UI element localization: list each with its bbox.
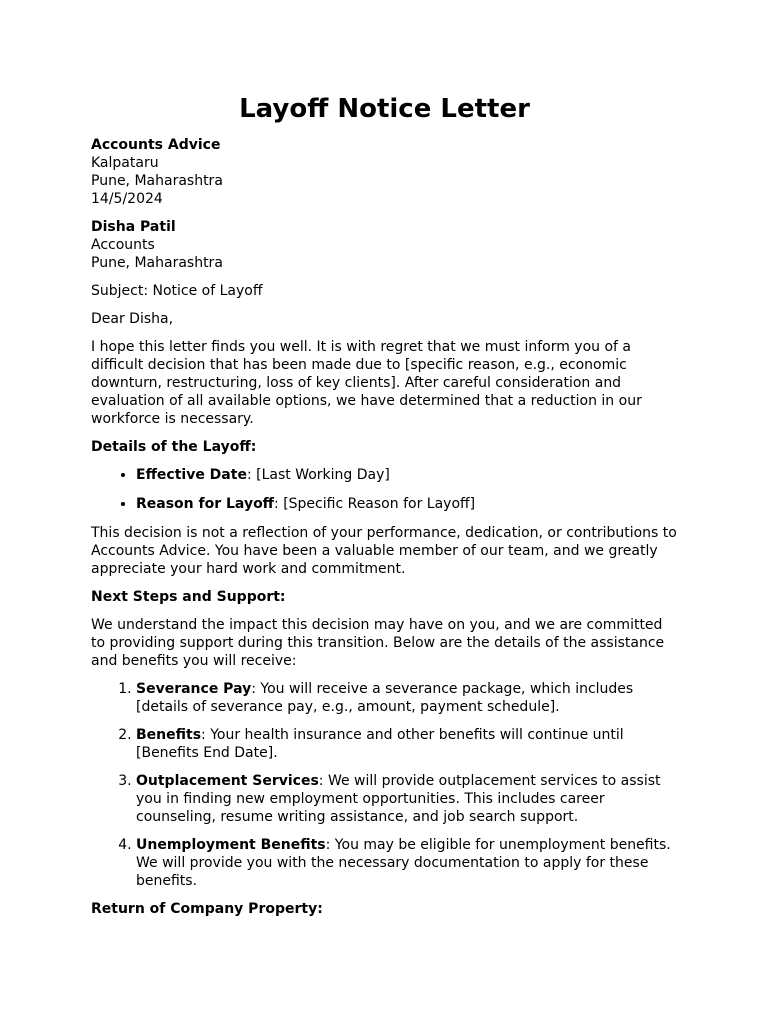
intro-paragraph: I hope this letter finds you well. It is with regret that we must inform you of a difficult decision that has been made due to [specific reason, e.g., economic downturn, restructuring, loss of key clients]. After careful consideration and evaluation of all available options, we have determined that a reduction in our workforce is necessary. (91, 339, 642, 427)
support-heading: Next Steps and Support: (91, 589, 286, 605)
list-item (136, 836, 678, 890)
recipient-city: Pune, Maharashtra (91, 255, 223, 271)
subject-line: Subject: Notice of Layoff (91, 283, 263, 299)
letter-date: 14/5/2024 (91, 191, 163, 207)
detail-label: Reason for Layoff (136, 496, 275, 512)
support-intro: We understand the impact this decision may have on you, and we are committed to providing support during this transition. Below are the details of the assistance and benefits you will receive: (91, 617, 665, 669)
page-title: Layoff Notice Letter (239, 94, 530, 124)
salutation: Dear Disha, (91, 311, 174, 327)
detail-text: : [Last Working Day] (246, 467, 390, 483)
sender-company: Accounts Advice (91, 137, 221, 153)
recipient-department: Accounts (91, 237, 155, 253)
support-list (91, 680, 678, 890)
details-list (91, 466, 678, 513)
details-heading: Details of the Layoff: (91, 439, 257, 455)
support-item-label: Severance Pay (136, 681, 252, 697)
sender-block (91, 136, 678, 208)
support-item-text: : We will provide outplacement services to assist you in finding new employment opportunities. This includes career counseling, resume writing assistance, and job search support. (136, 773, 661, 825)
recipient-name: Disha Patil (91, 219, 176, 235)
return-property-heading: Return of Company Property: (91, 901, 323, 917)
list-item (136, 495, 678, 513)
support-item-label: Unemployment Benefits (136, 837, 326, 853)
list-item (136, 466, 678, 484)
support-item-text: : You may be eligible for unemployment benefits. We will provide you with the necessary documentation to apply for these benefits. (136, 837, 671, 889)
sender-city: Pune, Maharashtra (91, 173, 223, 189)
list-item (136, 680, 678, 716)
support-item-label: Outplacement Services (136, 773, 319, 789)
support-item-label: Benefits (136, 727, 202, 743)
list-item (136, 726, 678, 762)
recipient-block (91, 218, 678, 272)
detail-label: Effective Date (136, 467, 247, 483)
sender-address: Kalpataru (91, 155, 159, 171)
support-item-text: : You will receive a severance package, which includes [details of severance pay, e.g., amount, payment schedule]. (136, 681, 634, 715)
list-item (136, 772, 678, 826)
support-item-text: : Your health insurance and other benefits will continue until [Benefits End Date]. (136, 727, 624, 761)
detail-text: : [Specific Reason for Layoff] (274, 496, 476, 512)
reflection-paragraph: This decision is not a reflection of your performance, dedication, or contributions to Accounts Advice. You have been a valuable member of our team, and we greatly appreciate your hard work and commitment. (91, 525, 677, 577)
